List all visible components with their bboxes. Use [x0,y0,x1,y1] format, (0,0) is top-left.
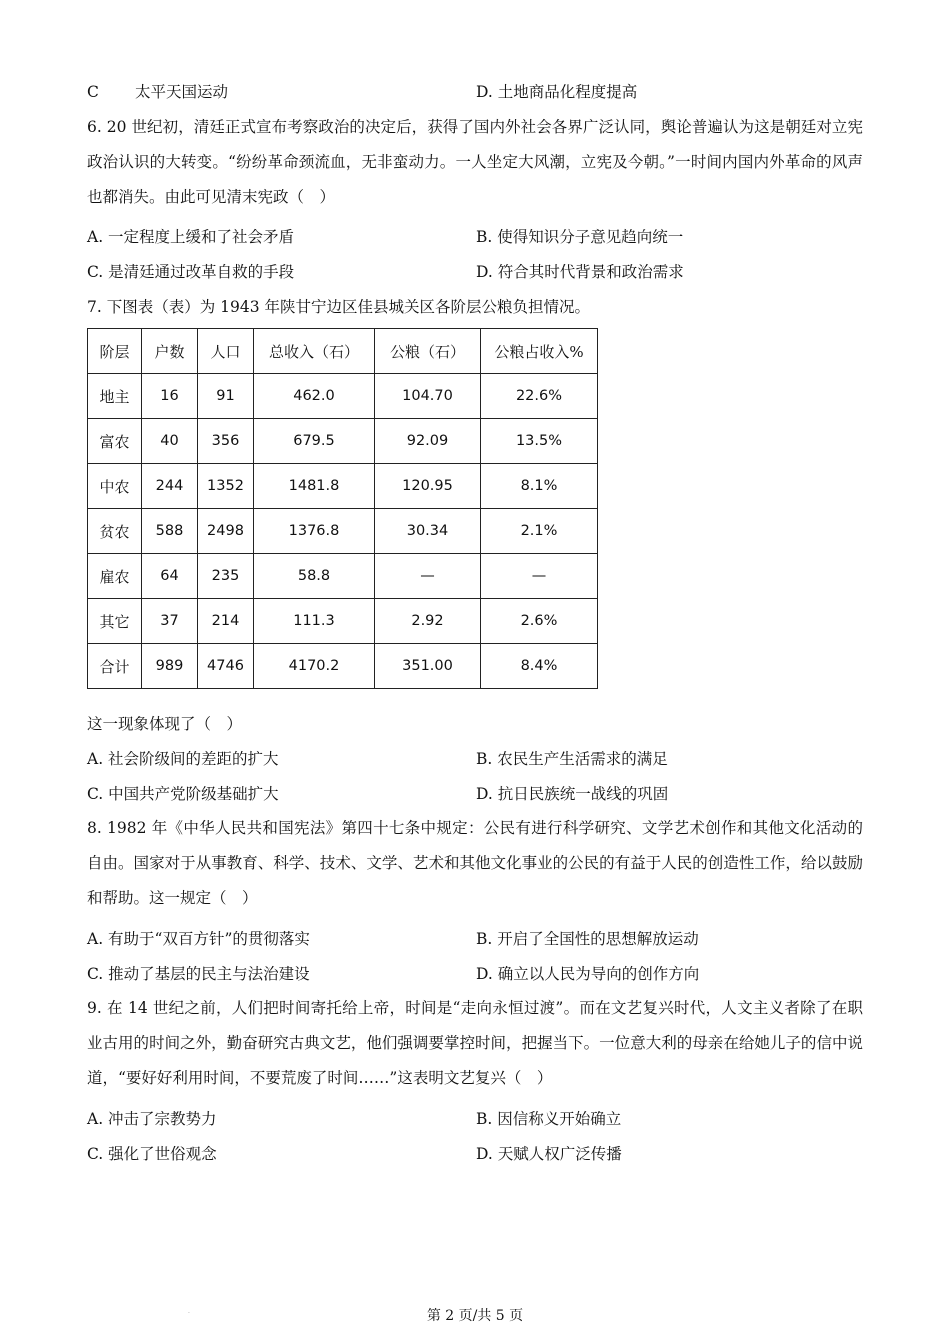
table-cell: 雇农 [88,554,142,599]
table-header-cell: 户数 [142,329,198,374]
table-cell: 1352 [198,464,254,509]
q9-options-row-2 [87,1144,867,1164]
table-header-cell: 阶层 [88,329,142,374]
q9-option-b: B. 因信称义开始确立 [476,1110,622,1128]
table-cell: 351.00 [375,644,481,689]
q6-option-c: C. 是清廷通过改革自救的手段 [87,263,295,281]
q7-option-a: A. 社会阶级间的差距的扩大 [87,750,279,768]
table-cell: 244 [142,464,198,509]
q7-option-d: D. 抗日民族统一战线的巩固 [476,785,669,803]
table-cell: 462.0 [254,374,375,419]
table-cell: 2.92 [375,599,481,644]
q8-option-c: C. 推动了基层的民主与法治建设 [87,965,310,983]
q7-options-row-1 [87,749,867,769]
table-row [88,599,598,644]
q7-option-c: C. 中国共产党阶级基础扩大 [87,785,279,803]
table-cell: 356 [198,419,254,464]
table-header-cell: 总收入（石） [254,329,375,374]
table-cell: 2498 [198,509,254,554]
q8-option-b: B. 开启了全国性的思想解放运动 [476,930,699,948]
table-row [88,509,598,554]
q7-followup: 这一现象体现了（ ） [87,715,243,733]
table-cell: 91 [198,374,254,419]
table-row [88,644,598,689]
table-cell: 其它 [88,599,142,644]
table-cell: 中农 [88,464,142,509]
page-number-footer: 第 2 页/共 5 页 [426,1308,524,1324]
table-cell: 富农 [88,419,142,464]
q8-options-row-1 [87,929,867,949]
q7-options-row-2 [87,784,867,804]
q9-option-a: A. 冲击了宗教势力 [87,1110,217,1128]
q8-stem: 8. 1982 年《中华人民共和国宪法》第四十七条中规定：公民有进行科学研究、文学艺术创作和其他文化活动的自由。国家对于从事教育、科学、技术、文学、艺术和其他文化事业的公民的有益于人民的创造性工作，给以鼓励和帮助。这一规定（ ） [87,819,863,907]
q6-option-a: A. 一定程度上缓和了社会矛盾 [87,228,295,246]
table-cell: 111.3 [254,599,375,644]
table-cell: 30.34 [375,509,481,554]
q9-stem: 9. 在 14 世纪之前，人们把时间寄托给上帝，时间是“走向永恒过渡”。而在文艺复兴时代，人文主义者除了在职业古用的时间之外，勤奋研究古典文艺，他们强调要掌控时间，把握当下。一位意大利的母亲在给她儿子的信中说道，“要好好利用时间，不要荒废了时间……”这表明文艺复兴（ ） [87,999,863,1087]
grain-burden-table [87,328,598,689]
table-cell: — [481,554,598,599]
table-cell: 8.4% [481,644,598,689]
table-cell: 13.5% [481,419,598,464]
table-cell: 64 [142,554,198,599]
q8-option-a: A. 有助于“双百方针”的贯彻落实 [87,930,310,948]
table-row [88,464,598,509]
table-cell: 16 [142,374,198,419]
table-cell: 37 [142,599,198,644]
table-cell: 地主 [88,374,142,419]
table-cell: 588 [142,509,198,554]
table-cell: 22.6% [481,374,598,419]
table-cell: 679.5 [254,419,375,464]
q8-options-row-2 [87,964,867,984]
table-cell: 4746 [198,644,254,689]
table-header-cell: 公粮占收入% [481,329,598,374]
table-cell: 235 [198,554,254,599]
table-cell: 104.70 [375,374,481,419]
q6-option-b: B. 使得知识分子意见趋向统一 [476,228,684,246]
table-cell: — [375,554,481,599]
table-cell: 2.6% [481,599,598,644]
table-cell: 58.8 [254,554,375,599]
q6-options-row-2 [87,262,867,282]
q9-option-d: D. 天赋人权广泛传播 [476,1145,622,1163]
q6-option-d: D. 符合其时代背景和政治需求 [476,263,684,281]
table-header-cell: 人口 [198,329,254,374]
q9-options-row-1 [87,1109,867,1129]
scan-speck: · [188,1310,190,1317]
q6-stem: 6. 20 世纪初，清廷正式宣布考察政治的决定后，获得了国内外社会各界广泛认同，舆论普遍认为这是朝廷对立宪政治认识的大转变。“纷纷革命颈流血，无非蛮动力。一人坐定大风潮，立宪及今朝。”一时间内国内外革命的风声也都消失。由此可见清末宪政（ ） [87,118,863,206]
table-cell: 1376.8 [254,509,375,554]
q5-options-row [87,82,867,102]
table-row [88,419,598,464]
table-cell: 8.1% [481,464,598,509]
q8-option-d: D. 确立以人民为导向的创作方向 [476,965,700,983]
table-cell: 120.95 [375,464,481,509]
q5-option-c-letter: C [87,83,99,101]
table-row [88,554,598,599]
q5-option-c-text: 太平天国运动 [135,83,229,101]
table-cell: 40 [142,419,198,464]
table-cell: 2.1% [481,509,598,554]
table-header-row [88,329,598,374]
table-cell: 1481.8 [254,464,375,509]
q5-option-d: D. 土地商品化程度提高 [476,83,638,101]
table-cell: 92.09 [375,419,481,464]
q5-option-c [87,82,228,102]
table-cell: 合计 [88,644,142,689]
q9-option-c: C. 强化了世俗观念 [87,1145,217,1163]
table-cell: 214 [198,599,254,644]
q6-options-row-1 [87,227,867,247]
table-row [88,374,598,419]
table-header-cell: 公粮（石） [375,329,481,374]
table-cell: 贫农 [88,509,142,554]
table-cell: 989 [142,644,198,689]
q7-stem: 7. 下图表（表）为 1943 年陕甘宁边区佳县城关区各阶层公粮负担情况。 [87,298,591,316]
table-cell: 4170.2 [254,644,375,689]
q7-option-b: B. 农民生产生活需求的满足 [476,750,668,768]
